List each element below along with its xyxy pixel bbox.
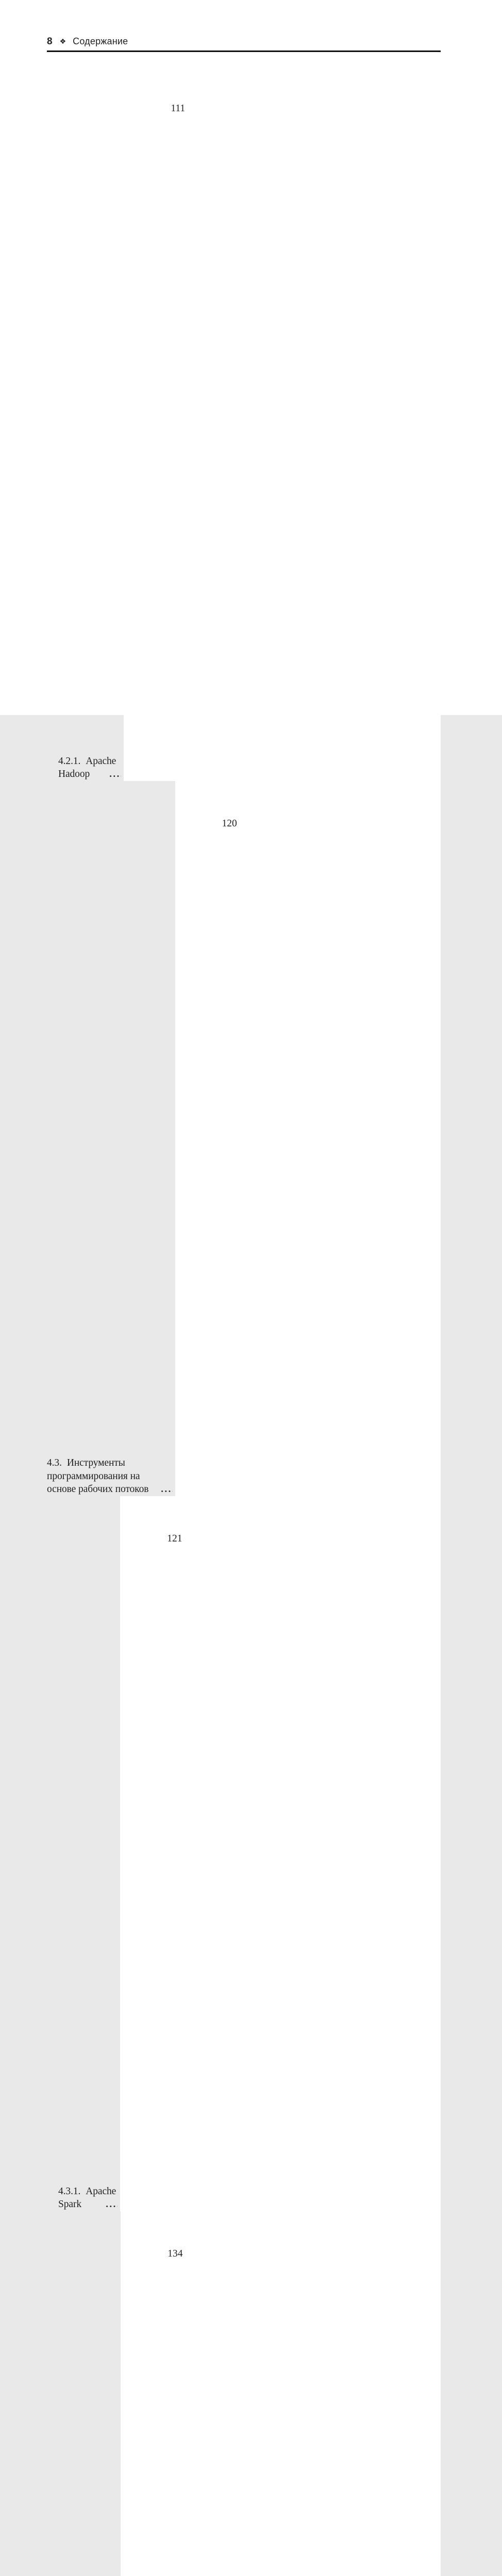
toc-entry-title: Apache Spark — [58, 2185, 119, 2210]
toc-entry — [58, 2211, 441, 2576]
toc-entry-page: 111 — [124, 66, 441, 781]
running-header-page-number: 8 — [47, 36, 53, 47]
toc-entry-number: 4.2.1. — [58, 755, 81, 767]
toc-entry-text — [58, 2185, 119, 2211]
dot-leader — [160, 1489, 173, 1494]
toc-entry-text — [58, 755, 119, 781]
toc-entry-page: 121 — [120, 1496, 441, 2211]
toc-entry-page: 120 — [175, 781, 441, 1496]
toc-entry-number: 4.3.1. — [58, 2185, 81, 2197]
toc-entry-page: 134 — [121, 2211, 441, 2576]
toc-entry-title: Инструменты программирования на основе рабочих потоков — [47, 1457, 149, 1495]
table-of-contents — [47, 66, 441, 2576]
toc-entry-title: Apache Hadoop — [58, 755, 119, 780]
header-rule — [47, 50, 441, 52]
dot-leader — [109, 774, 121, 778]
running-header-title: Содержание — [73, 36, 128, 46]
toc-entry-number: 4.3. — [47, 1457, 62, 1468]
diamond-ornament-icon: ❖ — [59, 37, 66, 45]
dot-leader — [105, 2204, 118, 2209]
toc-entry — [58, 66, 441, 781]
toc-entry-text — [47, 1456, 158, 1496]
toc-entry — [47, 781, 441, 1496]
running-header — [47, 36, 441, 47]
toc-entry — [58, 1496, 441, 2211]
